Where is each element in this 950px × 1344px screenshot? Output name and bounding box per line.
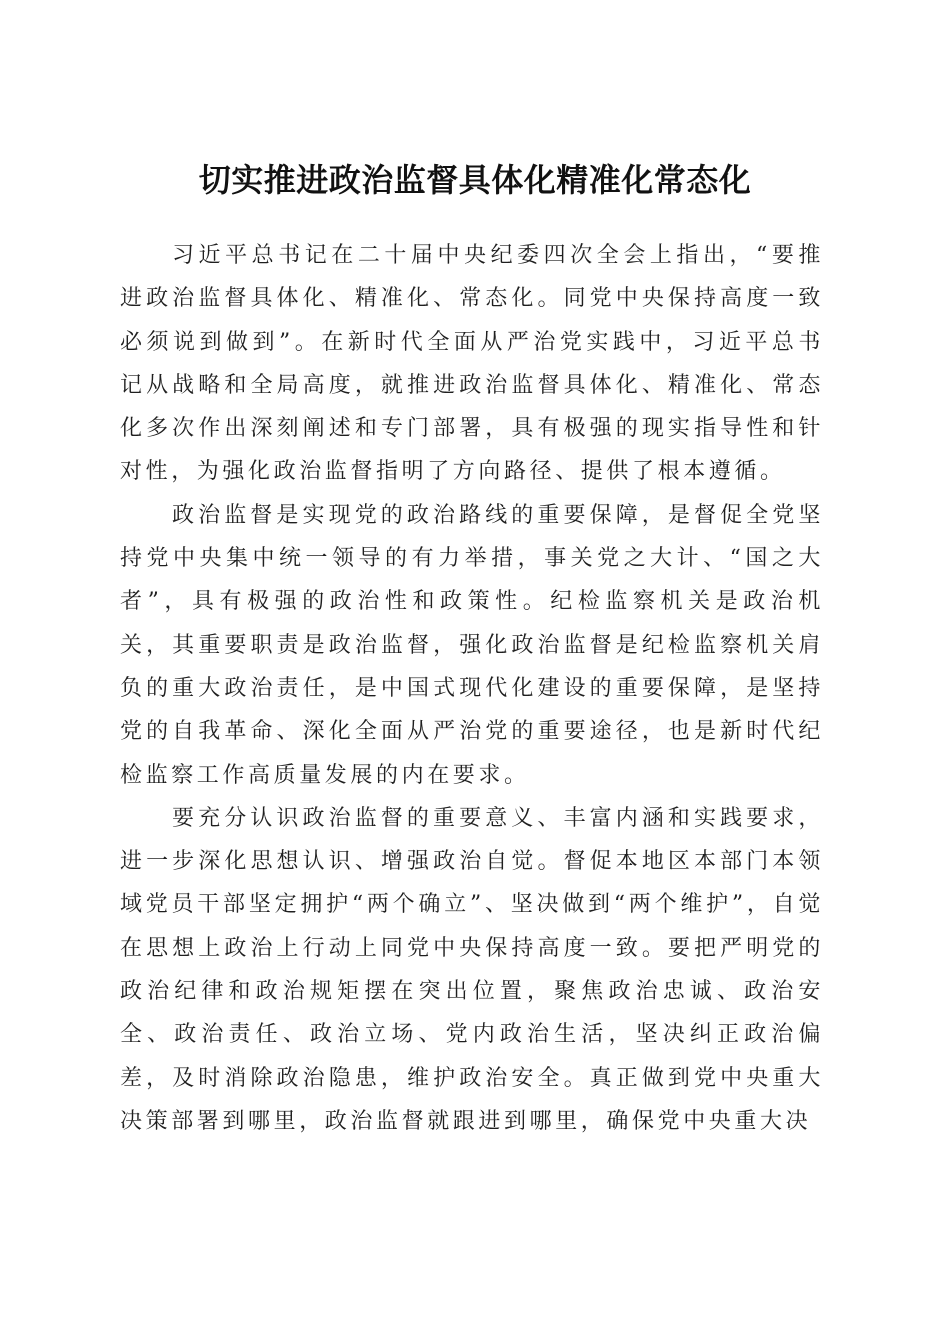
paragraph: 政治监督是实现党的政治路线的重要保障，是督促全党坚持党中央集中统一领导的有力举措，事关党之大计、“国之大者”，具有极强的政治性和政策性。纪检监察机关是政治机关，其重要职责是政治监督，强化政治监督是纪检监察机关肩负的重大政治责任，是中国式现代化建设的重要保障，是坚持党的自我革命、深化全面从严治党的重要途径，也是新时代纪检监察工作高质量发展的内在要求。 (120, 502, 824, 788)
paragraph: 习近平总书记在二十届中央纪委四次全会上指出，“要推进政治监督具体化、精准化、常态化。同党中央保持高度一致必须说到做到”。在新时代全面从严治党实践中，习近平总书记从战略和全局高度，就推进政治监督具体化、精准化、常态化多次作出深刻阐述和专门部署，具有极强的现实指导性和针对性，为强化政治监督指明了方向路径、提供了根本遵循。 (120, 243, 824, 485)
document-title: 切实推进政治监督具体化精准化常态化 (198, 161, 752, 200)
document-body (120, 234, 824, 1143)
paragraph: 要充分认识政治监督的重要意义、丰富内涵和实践要求，进一步深化思想认识、增强政治自觉。督促本地区本部门本领域党员干部坚定拥护“两个确立”、坚决做到“两个维护”，自觉在思想上政治上行动上同党中央保持高度一致。要把严明党的政治纪律和政治规矩摆在突出位置，聚焦政治忠诚、政治安全、政治责任、政治立场、党内政治生活，坚决纠正政治偏差，及时消除政治隐患，维护政治安全。真正做到党中央重大决策部署到哪里，政治监督就跟进到哪里，确保党中央重大决 (120, 805, 824, 1134)
